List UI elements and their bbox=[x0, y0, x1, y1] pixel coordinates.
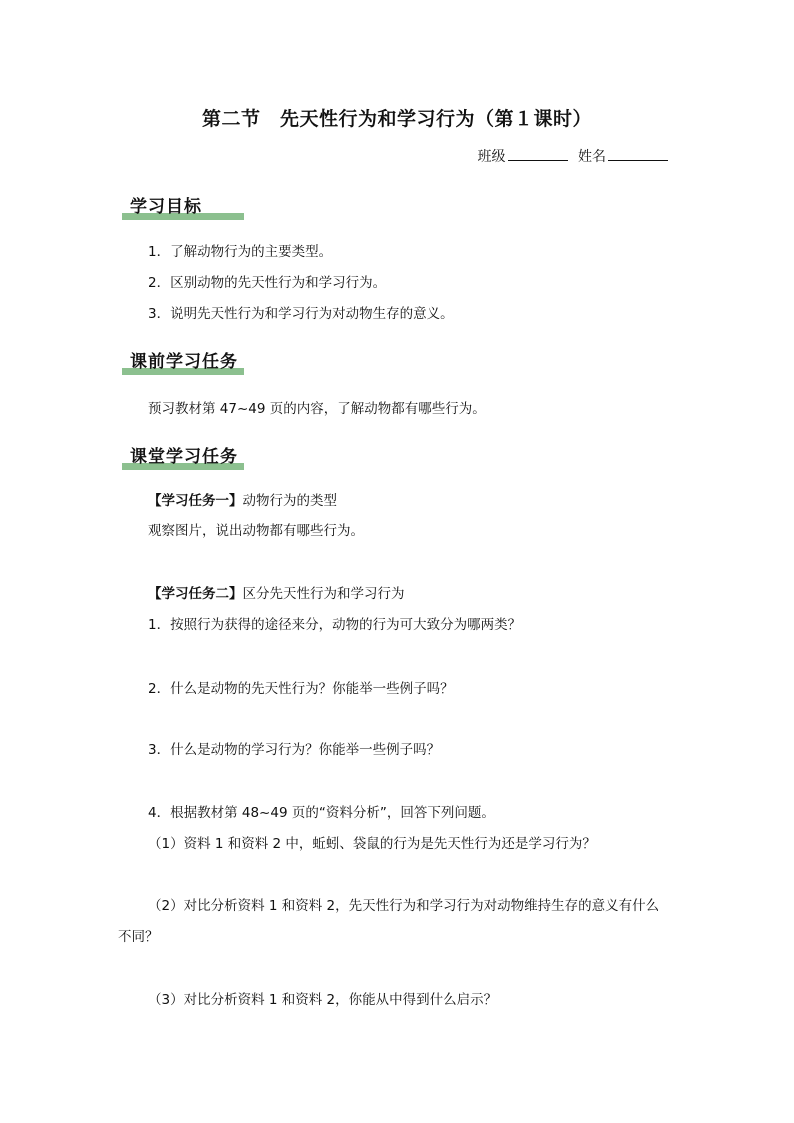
section-title: 学习目标 bbox=[130, 197, 202, 217]
task-tag: 【学习任务一】 bbox=[148, 493, 243, 509]
question-4-1: （1）资料 1 和资料 2 中，蚯蚓、袋鼠的行为是先天性行为还是学习行为？ bbox=[148, 836, 596, 852]
class-label: 班级 bbox=[477, 149, 506, 165]
page-title: 第二节 先天性行为和学习行为（第１课时） bbox=[201, 108, 592, 130]
section-heading-goals bbox=[122, 192, 244, 220]
preclass-text: 预习教材第 47~49 页的内容，了解动物都有哪些行为。 bbox=[148, 401, 486, 417]
name-blank bbox=[608, 148, 668, 161]
question-4-3: （3）对比分析资料 1 和资料 2，你能从中得到什么启示？ bbox=[148, 992, 498, 1008]
goal-item: 2．区别动物的先天性行为和学习行为。 bbox=[148, 275, 387, 291]
goal-item: 1．了解动物行为的主要类型。 bbox=[148, 244, 333, 260]
task-one-text: 观察图片，说出动物都有哪些行为。 bbox=[148, 523, 364, 539]
section-heading-inclass bbox=[122, 442, 244, 470]
task-title: 动物行为的类型 bbox=[242, 493, 337, 509]
section-heading-preclass bbox=[122, 347, 244, 375]
name-label: 姓名 bbox=[578, 149, 606, 165]
task-one-heading bbox=[148, 489, 337, 509]
class-blank bbox=[508, 148, 568, 161]
task-two-heading bbox=[148, 582, 405, 602]
goal-item: 3．说明先天性行为和学习行为对动物生存的意义。 bbox=[148, 306, 454, 322]
question-2: 2．什么是动物的先天性行为？你能举一些例子吗？ bbox=[148, 681, 454, 697]
task-tag: 【学习任务二】 bbox=[148, 586, 243, 602]
question-1: 1．按照行为获得的途径来分，动物的行为可大致分为哪两类？ bbox=[148, 617, 522, 633]
question-4-2-cont: 不同？ bbox=[118, 929, 159, 945]
section-title: 课前学习任务 bbox=[130, 352, 238, 372]
section-title: 课堂学习任务 bbox=[130, 447, 238, 467]
task-title: 区分先天性行为和学习行为 bbox=[242, 586, 405, 602]
question-3: 3．什么是动物的学习行为？你能举一些例子吗？ bbox=[148, 742, 441, 758]
student-info bbox=[478, 146, 674, 166]
question-4: 4．根据教材第 48~49 页的“资料分析”，回答下列问题。 bbox=[148, 805, 495, 821]
question-4-2: （2）对比分析资料 1 和资料 2，先天性行为和学习行为对动物维持生存的意义有什么 bbox=[148, 898, 660, 914]
